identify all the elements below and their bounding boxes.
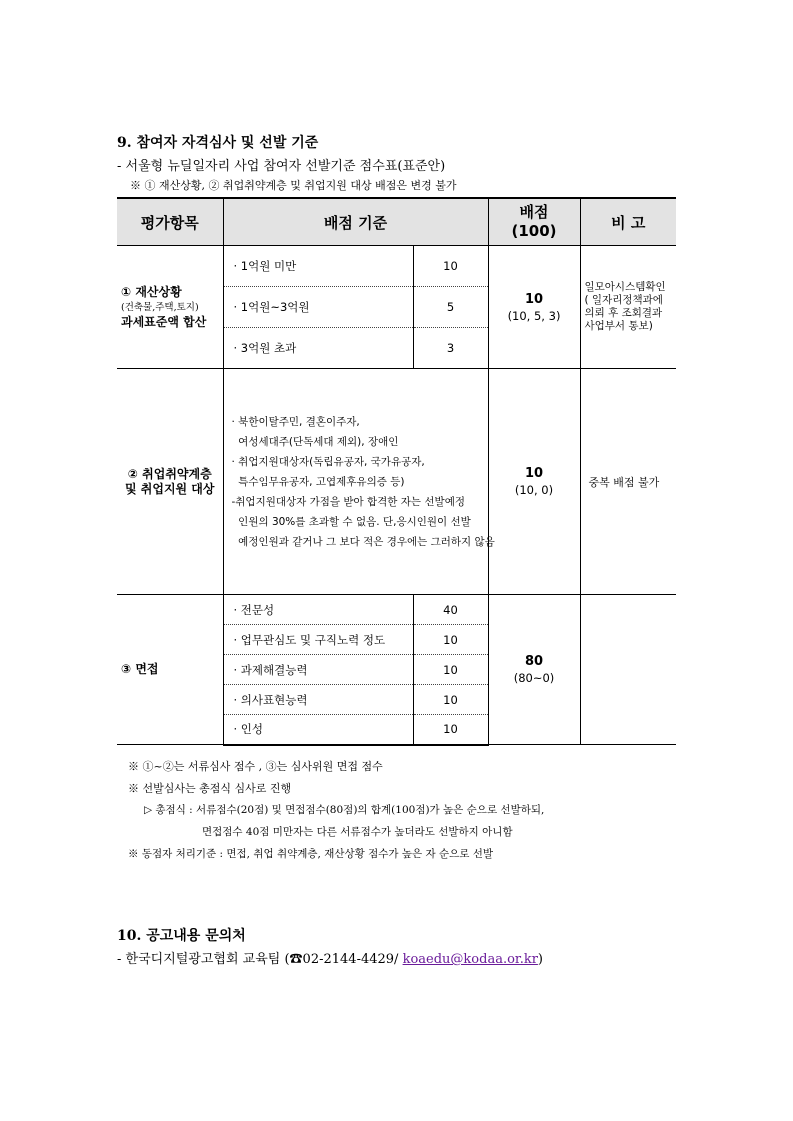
row3-criteria-4: · 인성: [223, 715, 413, 745]
contact-prefix: - 한국디지털광고협회 교육팀 (☎02-2144-4429/: [117, 952, 403, 967]
row3-points-2: 10: [413, 655, 488, 685]
row3-remark: [580, 595, 676, 745]
row1-remark-line2: 의뢰 후 조회결과: [584, 307, 663, 319]
row2-total-detail: (10, 0): [514, 483, 554, 497]
row1-total: [488, 246, 580, 369]
row2-criteria: [223, 369, 495, 595]
row1-remark-line0: 일모아시스템확인: [584, 281, 666, 293]
header-points: [488, 198, 580, 246]
row1-item-line3: 과세표준액 합산: [121, 314, 207, 329]
row1-points-1: 5: [413, 287, 488, 328]
header-points-line1: 배점: [519, 203, 549, 221]
header-remarks: 비 고: [580, 198, 676, 246]
row2-item: [117, 369, 223, 595]
row2-criteria-line3: 특수임무유공자, 고엽제후유의증 등): [231, 475, 405, 488]
section9-subtitle: - 서울형 뉴딜일자리 사업 참여자 선발기준 점수표(표준안): [117, 159, 446, 174]
section9-title: 9. 참여자 자격심사 및 선발 기준: [117, 135, 319, 151]
note-line3: ▷ 총점식 : 서류점수(20점) 및 면접점수(80점)의 합계(100점)가 높은 순으로 선발하되,: [144, 804, 545, 816]
row1-total-value: 10: [524, 291, 544, 307]
row3-points-4: 10: [413, 715, 488, 745]
header-points-line2: (100): [511, 222, 557, 240]
section10-title: 10. 공고내용 문의처: [117, 928, 246, 944]
row3-points-3: 10: [413, 685, 488, 715]
row3-criteria-2: · 과제해결능력: [223, 655, 413, 685]
row2-criteria-line6: 예정인원과 같거나 그 보다 적은 경우에는 그러하지 않음: [231, 535, 495, 548]
row2-remark: 중복 배점 불가: [580, 369, 676, 595]
note-line5: ※ 동점자 처리기준 : 면접, 취업 취약계층, 재산상황 점수가 높은 자 순으로 선발: [128, 848, 494, 860]
row1-remark: [580, 246, 676, 369]
header-criteria: 배점 기준: [223, 198, 488, 246]
note-line2: ※ 선발심사는 총점식 심사로 진행: [128, 782, 292, 795]
row1-points-2: 3: [413, 328, 488, 369]
row1-item-line1: ① 재산상황: [121, 284, 182, 299]
row1-criteria-1: · 1억원~3억원: [223, 287, 413, 328]
row2-total: [488, 369, 580, 595]
row3-criteria-0: · 전문성: [223, 595, 413, 625]
contact-email-link[interactable]: koaedu@kodaa.or.kr: [402, 952, 538, 967]
row3-points-0: 40: [413, 595, 488, 625]
row3-item: ③ 면접: [117, 595, 223, 745]
header-item: 평가항목: [117, 198, 223, 246]
contact-suffix: ): [537, 952, 543, 967]
row3-total-detail: (80~0): [513, 671, 555, 685]
row2-criteria-line5: 인원의 30%를 초과할 수 없음. 단,응시인원이 선발: [231, 515, 471, 528]
row2-item-line1: ② 취업취약계층: [127, 466, 212, 481]
row2-item-line2: 및 취업지원 대상: [124, 481, 215, 496]
note-line1: ※ ①~②는 서류심사 점수 , ③는 심사위원 면접 점수: [128, 760, 383, 773]
row2-criteria-line0: · 북한이탈주민, 결혼이주자,: [231, 415, 360, 428]
row3-total-value: 80: [524, 654, 544, 669]
row3-criteria-1: · 업무관심도 및 구직노력 정도: [223, 625, 413, 655]
note-line4: 면접점수 40점 미만자는 다른 서류점수가 높더라도 선발하지 아니함: [202, 826, 513, 838]
row1-points-0: 10: [413, 246, 488, 287]
row1-total-detail: (10, 5, 3): [507, 308, 561, 323]
row2-total-value: 10: [524, 466, 544, 481]
row2-criteria-line1: 여성세대주(단독세대 제외), 장애인: [231, 435, 399, 448]
section9-note: ※ ① 재산상황, ② 취업취약계층 및 취업지원 대상 배점은 변경 불가: [130, 179, 457, 192]
row3-criteria-3: · 의사표현능력: [223, 685, 413, 715]
row1-remark-line3: 사업부서 통보): [584, 320, 653, 332]
section10-contact: [117, 948, 543, 967]
row1-criteria-2: · 3억원 초과: [223, 328, 413, 369]
row1-remark-line1: ( 일자리정책과에: [584, 294, 663, 306]
row1-item-line2: (건축물,주택,토지): [121, 301, 199, 313]
row1-criteria-0: · 1억원 미만: [223, 246, 413, 287]
score-table: [117, 197, 676, 746]
row1-item: [117, 246, 223, 369]
row3-points-1: 10: [413, 625, 488, 655]
row3-total: [488, 595, 580, 745]
row2-criteria-line2: · 취업지원대상자(독립유공자, 국가유공자,: [231, 455, 425, 468]
row2-criteria-line4: -취업지원대상자 가점을 받아 합격한 자는 선발예정: [231, 495, 465, 508]
